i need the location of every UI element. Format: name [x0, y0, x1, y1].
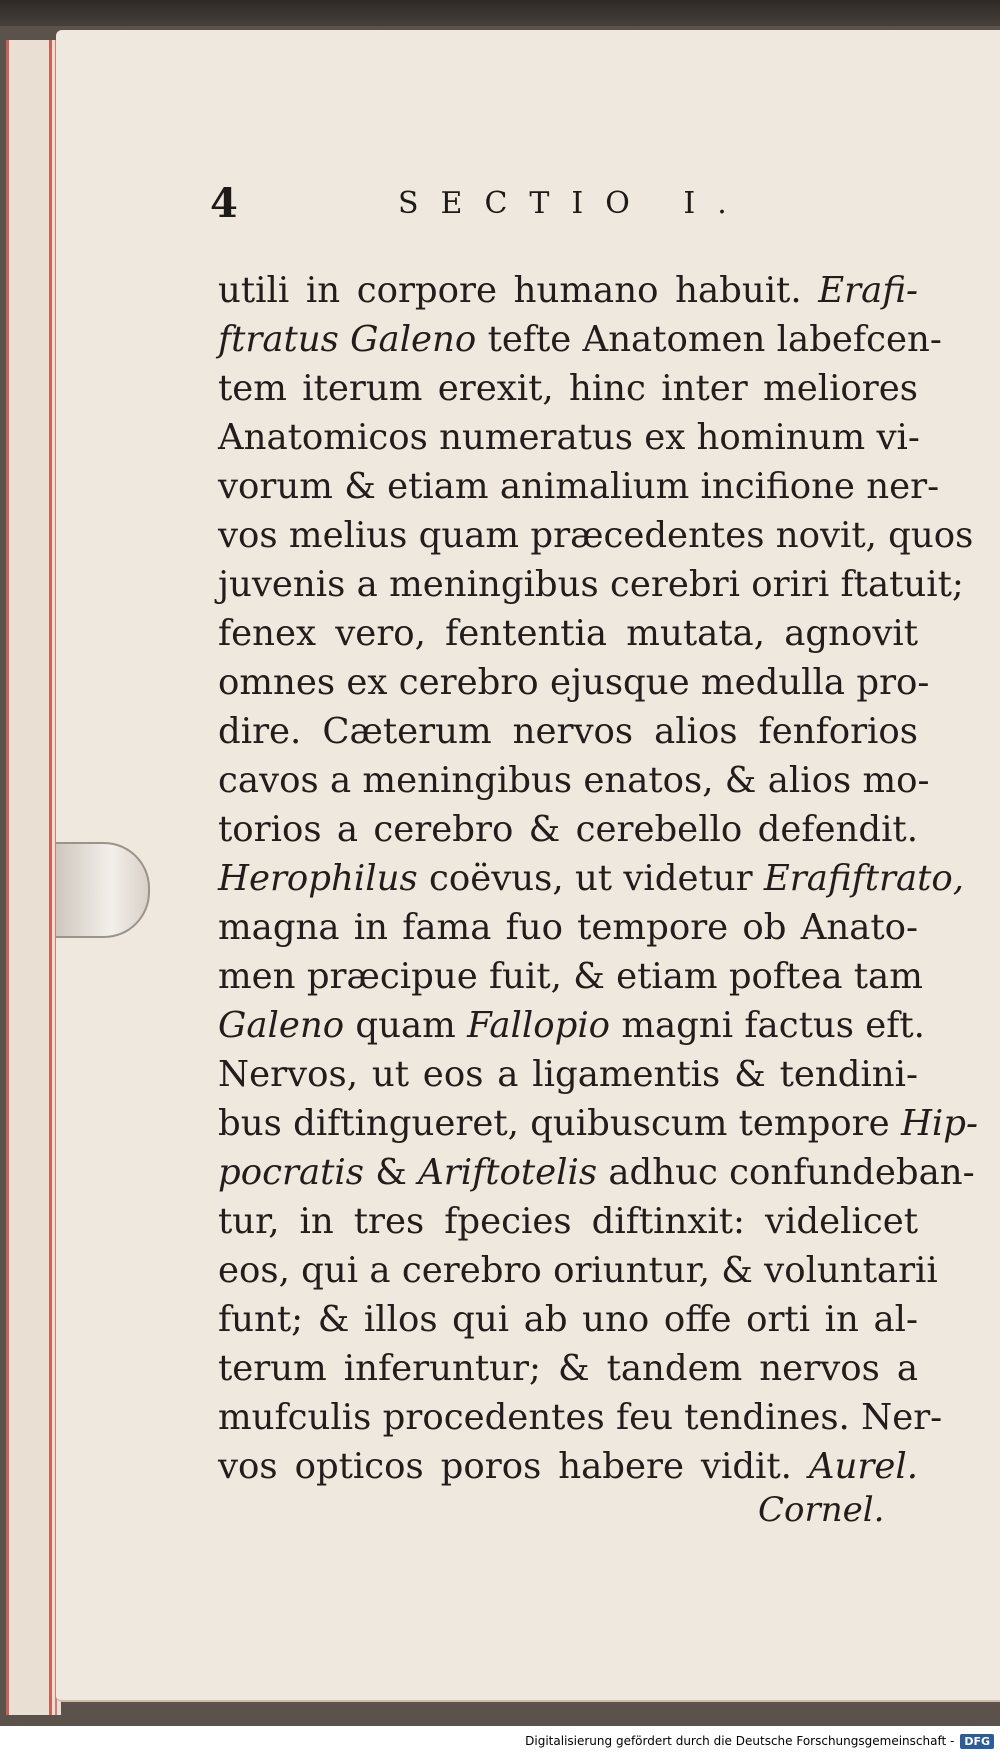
- catchword: Cornel.: [758, 1490, 885, 1530]
- page-clip: [56, 842, 150, 938]
- running-head: SECTIO I.: [398, 186, 749, 221]
- text-line: torios a cerebro & cerebello defendit.: [218, 809, 918, 850]
- digitization-footer: [0, 1726, 1000, 1756]
- text-line: men præcipue fuit, & etiam poftea tam: [218, 956, 923, 997]
- text-line: funt; & illos qui ab uno offe orti in al-: [218, 1299, 918, 1340]
- text-line: utili in corpore humano habuit. Erafi-: [218, 270, 918, 311]
- text-line: Herophilus coëvus, ut videtur Erafiftrato,: [218, 858, 965, 899]
- text-line: juvenis a meningibus cerebri oriri ftatuit;: [218, 564, 964, 605]
- text-line: vorum & etiam animalium incifione ner-: [218, 466, 940, 507]
- page-number: 4: [210, 180, 238, 227]
- page-header: [210, 180, 930, 234]
- text-line: cavos a meningibus enatos, & alios mo-: [218, 760, 930, 801]
- text-line: vos opticos poros habere vidit. Aurel.: [218, 1446, 918, 1487]
- text-line: dire. Cæterum nervos alios fenforios: [218, 711, 918, 752]
- text-line: vos melius quam præcedentes novit, quos: [218, 515, 974, 556]
- text-line: Anatomicos numeratus ex hominum vi-: [218, 417, 920, 458]
- body-text: [218, 266, 978, 1491]
- funding-notice: Digitalisierung gefördert durch die Deutsche Forschungsgemeinschaft -: [525, 1734, 955, 1748]
- text-line: pocratis & Ariftotelis adhuc confundeban-: [218, 1152, 975, 1193]
- text-line: omnes ex cerebro ejusque medulla pro-: [218, 662, 930, 703]
- text-line: Nervos, ut eos a ligamentis & tendini-: [218, 1054, 918, 1095]
- text-line: tur, in tres fpecies diftinxit: videlicet: [218, 1201, 918, 1242]
- text-line: bus diftingueret, quibuscum tempore Hip-: [218, 1103, 978, 1144]
- page-edge-stack: [6, 40, 61, 1715]
- text-line: magna in fama fuo tempore ob Anato-: [218, 907, 918, 948]
- text-line: ftratus Galeno tefte Anatomen labefcen-: [218, 319, 942, 360]
- text-line: fenex vero, fententia mutata, agnovit: [218, 613, 918, 654]
- text-line: terum inferuntur; & tandem nervos a: [218, 1348, 918, 1389]
- text-line: Galeno quam Fallopio magni factus eft.: [218, 1005, 925, 1046]
- text-line: eos, qui a cerebro oriuntur, & voluntarii: [218, 1250, 938, 1291]
- text-line: mufculis procedentes feu tendines. Ner-: [218, 1397, 943, 1438]
- text-line: tem iterum erexit, hinc inter meliores: [218, 368, 918, 409]
- dfg-logo: DFG: [960, 1734, 994, 1749]
